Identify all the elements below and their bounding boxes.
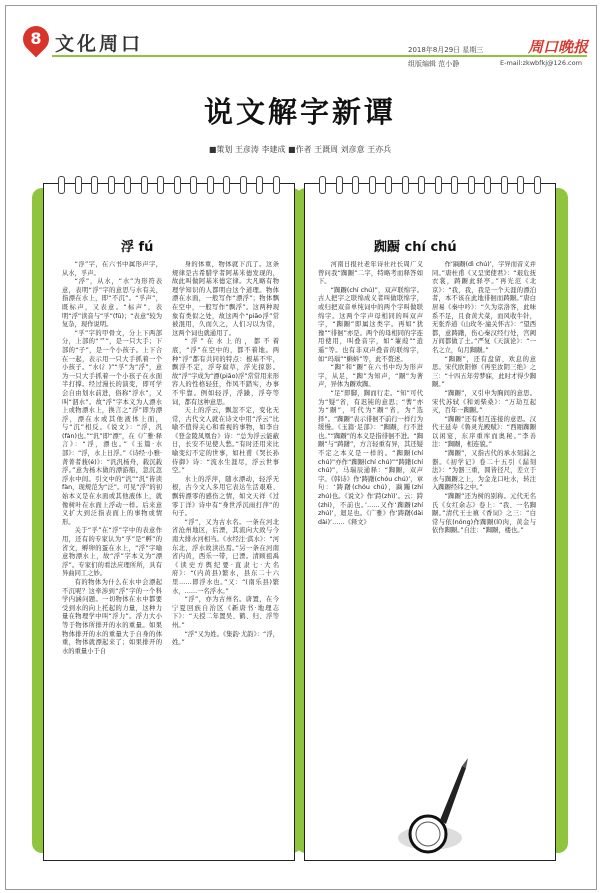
paragraph: 水上的浮萍，随水漂动，轻浮无根，古今文人多用它表达生活艰难、飘转漂零的感伤之情，如文天祥《过零丁洋》诗中有“身世浮沉雨打萍”的句子。	[172, 475, 279, 518]
paragraph: “踟蹰”，又指古代的承水刻漏之器。《初学记》卷二十五引《漏刻法》：“为器三重，圆皆径尺，差立于水与踟蹰之上，为金龙口吐水，转注入踟蹰经纬之中。”	[432, 450, 536, 492]
binder-ring	[369, 176, 376, 194]
paragraph: “踟蹰”还为树的别称。元代无名氏《女红余志》卷上：“我、一名踟蹰。”清代王士禛《香词》之三：“白常与依(nóng)作踟蹰(lí)肉，黄金与依作踟蹰。”自注：“踟蹰，楼也。”	[432, 493, 536, 535]
paragraph: “浮”，亦为古州名。唐置，在今宁夏回族自治区《新唐书·地理志下》：“天授二年置吴、鹤、归、浮等州。”	[172, 596, 279, 629]
paragraph: “足”即脚，踟而行走。“知”可代为“疑”省，有迟钝的意思；“蓍”亦为“蹰”，可代为“蹰”省，为“选择”。“踟蹰”表示徘徊不前行一样行为缓慢。《玉篇·足部》：“踟蹰，行不进也。”“踟蹰”的本义是指徘徊不进。“踟蹰”与“踌躇”，方言轻重有异，其还疑不定之本义是一样的。“踟蹰(chí chú)”亦作“踟蹰(chí chú)”“踌躇(chí chú)”，马瑞辰通释：“踟蹰，双声字。《韩诗》作‘踌躇(chóu chú)’，章句：‘踌躇(chóu chú)，蹢躅(zhí zhú)也。《说文》作‘跱(zhì)’。云：跱(zhì)，不前也。’……又作‘踟蹰(zhí zhú)’，迴足也。《广雅》作‘踌躇(dài dài)’……《释文》	[318, 389, 423, 526]
paragraph: 河南日报社老年诗社社长周广义曾问我“踟蹰”二字，特略考而释答如下。	[318, 261, 423, 286]
binder-ring	[157, 176, 164, 194]
issue-date: 2018年8月29日 星期三	[408, 46, 484, 54]
paragraph: “浮”，又为古水名。一条在河北省沧州地区，后湮，其流向大致与今南大排水河相当。《水经注·淇水》：“河东北，浮水故渎出焉。”另一条在河南省内黄，西乐一带，已湮。清顾祖禹《读史方舆纪要·直隶七·大名府》：“(内黄县)繁水，县东二十六里……即浮水也。”又：“(南乐县)繁水，……一名浮水。”	[172, 518, 279, 595]
paragraph: “踟”和“蹰”在六书中均为形声字，从足，“踟”为知声，“蹰”为著声，异体为蹰欢踟。	[318, 364, 423, 389]
paragraph: 天上的浮云，飘忽不定，变化无常，古代文人就在诗文中用“浮云”比喻不值得关心和看视的事物，如李白《登金陵凤凰台》诗：“总为浮云能蔽日，长安不见使人愁。”有时还用来比喻变幻不定的世事，如杜甫《哭长孙侍御》诗：“流水生涯尽，浮云世事空。”	[172, 407, 279, 475]
binder-ring	[273, 176, 280, 194]
page-number: 8	[30, 29, 42, 48]
binder-ring	[451, 176, 458, 194]
left-column-2	[172, 261, 279, 857]
right-binder-rings	[319, 176, 541, 192]
binder-ring	[484, 176, 491, 194]
binder-ring	[174, 176, 181, 194]
paragraph: “浮”字，在六书中属形声字，从水，孚声。	[62, 261, 162, 277]
paragraph: “踟蹰”还有相互连接的意思。汉代王延寿《鲁灵光殿赋》：“西厢踟蹰以闲宴，东序重库而奥秘。”李善注：“踟蹰，相连貌。”	[432, 415, 536, 449]
binder-ring	[240, 176, 247, 194]
binder-ring	[58, 176, 65, 194]
binder-ring	[385, 176, 392, 194]
paragraph: “浮”，从水，“水”为形符表意，表明“浮”字的意思与水有关，指漂在水上，即“不沉”。“孚声”，既标声，又表意。“标声”，表明“浮”读音与“孚”(fū)；“表意”较为复杂，现作说明。	[62, 278, 162, 329]
binder-ring	[517, 176, 524, 194]
paragraph: “踟蹰(chí chú)”，双声联绵字。古人把字之联绵成义者叫做联绵字，或归把双音单纯词中的两个字叫做联绵字。这两个字声母相同的叫双声字，“踟蹰”即属这类字。再如“犹豫”“徘徊”亦是。两个的母相同的字连用使用，叫叠音字，如“蒹葭”“逍遥”等。也有非双声叠音的联绵字，如“玛瑙”“蝌蚪”等，此不赘述。	[318, 286, 423, 363]
paragraph: “浮”在水上的，都不着底，“浮”在空中的，都不着地。两种“浮”都有共同的特点：根基不牢，飘浮不定，浮夸腐草，浮光掠影。故“浮”字成为“漂(piāo)浮”常常用来形容人的性格轻狂，作风不踏实，办事不牢靠。例如轻浮，浮躁，浮夸等词，都有这种意思。	[172, 338, 279, 406]
article-title: 说文解字新谭	[203, 95, 396, 129]
left-column-1	[62, 261, 162, 857]
binder-ring	[207, 176, 214, 194]
paragraph: 有的物体为什么在水中会漂起不沉呢？这牵涉到“浮”字的一个科学内涵问题。一切物体在水中都要受到水的向上托起的力量，这种力量在物理学中叫“浮力”。浮力大小等于物体所排开的水的重量。如果物体排开的水的重量大于自身的体重，物体就漂起来了；如果排开的水的重量小于自	[62, 578, 162, 655]
section-title: 文化周口	[55, 33, 144, 55]
binder-ring	[468, 176, 475, 194]
binder-ring	[501, 176, 508, 194]
binder-ring	[336, 176, 343, 194]
binder-ring	[418, 176, 425, 194]
binder-ring	[190, 176, 197, 194]
binder-ring	[256, 176, 263, 194]
paragraph: 作‘蹢蹰(dì chú)’，字异而音义并同。”唐杜甫《又呈窦使君》：“艰危抚衣裳，踌蹰此驿亭。”再光范《北京》：“我，我，我是一个天涯的漂泊者，本不该在此地徘徊而踌蹰。”唐白居易《秦中吟》：“久为京洛客，此味系不足，且食黄犬菜，而风收牛针，无张乔道《山玫冬·潼关怀古》：“望西都，意踌躇，伤心秦汉经行处，宫阙万间都做了土。”严复《天演论》：“一名之立，旬月踟蹰。”	[432, 261, 536, 354]
header-divider	[52, 55, 587, 57]
editor-email: E-mail:zkwbfkj@126.com	[500, 59, 582, 67]
binder-ring	[319, 176, 326, 194]
binder-ring	[534, 176, 541, 194]
binder-ring	[435, 176, 442, 194]
paragraph: 关于“孚”在“浮”字中的表意作用，还有的专家认为“孚”是“孵”的省文，孵卵的蛋在水上，“浮”字喻意物漂水上，故“浮”字本义为“漂浮”。专家们的看法应理所所，具有异曲同工之妙。	[62, 527, 162, 578]
paragraph: “踟蹰”，还有盘留、欢息的意思。宋代欧阳修《再至汝阴三绝》之三：“十四五年劳梦寐，此时才得少踟蹰。”	[432, 355, 536, 389]
left-card-title: 浮 fú	[121, 240, 154, 255]
binder-ring	[223, 176, 230, 194]
binder-ring	[75, 176, 82, 194]
left-binder-rings	[58, 176, 280, 192]
paragraph: “浮”又为姓。《集韵·尤韵》：“浮，姓。”	[172, 630, 279, 647]
binder-ring	[352, 176, 359, 194]
paragraph: 身的体重，物体就下沉了。这条规律是古希腊学者阿基米德发现的，故此叫做阿基米德定律。大凡略有物理学知识的人都明白这个道理。物体漂在水面，一般写作“漂浮”；物体飘在空中，一般写作“飘浮”。这两种现象有类似之处，故这两个“piāo浮”常被混用，久而久之，人们习以为常，这两个词也就通用了。	[172, 261, 279, 337]
editor-credit: 组版编辑 范小静	[408, 60, 460, 68]
binder-ring	[91, 176, 98, 194]
page-number-badge	[18, 21, 55, 58]
article-byline: ■策划 王彦涛 李建成 ■作者 王溉周 刘彦意 王亦兵	[208, 145, 392, 154]
binder-ring	[108, 176, 115, 194]
binder-ring	[141, 176, 148, 194]
ink-pen-illustration	[390, 758, 470, 858]
binder-ring	[124, 176, 131, 194]
paragraph: “踟蹰”，又引申为胸间的意思。宋代苏轼《和刘柴桑》：“万劫互起灭，百年一踟蹰。”	[432, 389, 536, 415]
binder-ring	[402, 176, 409, 194]
masthead-logo: 周口晚报	[528, 38, 589, 56]
right-card-title: 踟蹰 chí chú	[374, 240, 457, 255]
right-column-2	[432, 261, 536, 651]
paragraph: “孚”字的甲骨文，分上下两部分，上部的“爫”，是一只大手；下部的“子”，是一个小孩子。上下合在一起，表示用一只大手抓着一个小孩子。“水(氵)”“孚”为“浮”，意为一只大手抓着一个小孩子在水面半打撑。经过漫长的演变，即可学会自由划水前进，俗称“浮水”，又叫“泅水”。故“浮”字本义为人漂水上或物漂水上，换言之“浮”即为漂浮，漂在水或其他液体上面，与“沉”相反。《说文》：“浮，汎(fàn)也。”“汎”即“漂”，在《广雅·释言》：“浮，漂也。”《玉篇·水部》：“浮，水上日浮。”《诗经·小雅·菁菁者莪(é)》：“汎汎杨舟，载沉载浮。”意为杨木做的漂游船，忽沉忽浮水中间。引文中的“汎”“汎”皆读fàn，现规范为“泛”。可见“浮”的初始本义是在水面或其他液体上，就像树叶在水面上浮动一样。后来意义扩大到泛指表面上的事物或情形。	[62, 329, 162, 526]
